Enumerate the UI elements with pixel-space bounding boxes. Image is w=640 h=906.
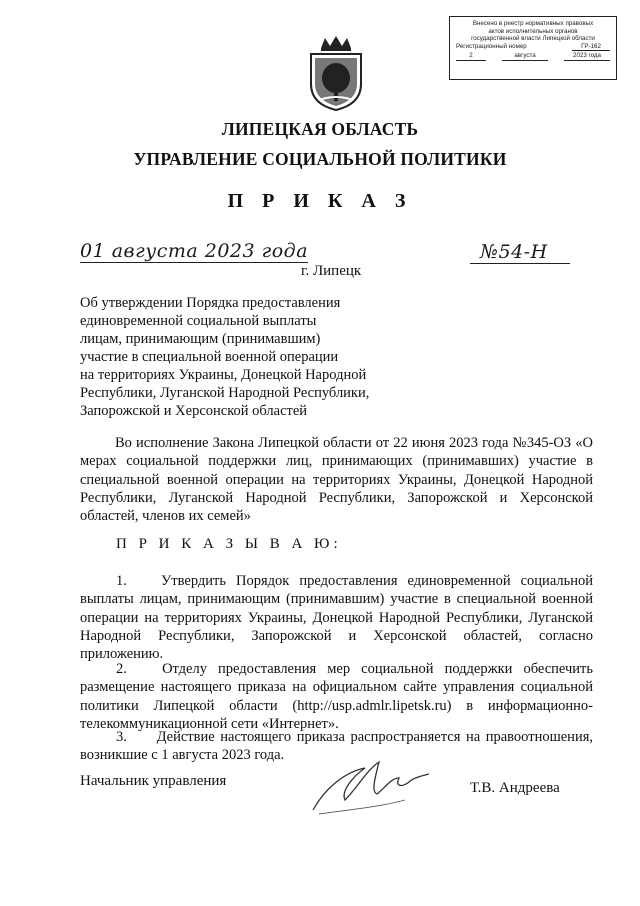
region-title: ЛИПЕЦКАЯ ОБЛАСТЬ — [221, 119, 419, 139]
city-name: г. Липецк — [301, 263, 362, 279]
registry-stamp — [449, 16, 617, 80]
item-number: 2. — [116, 661, 127, 677]
order-item-2 — [80, 660, 593, 733]
stamp-month: августа — [502, 52, 548, 61]
order-subject — [80, 294, 400, 420]
order-title: П Р И К А З — [227, 190, 413, 212]
preamble-text: Во исполнение Закона Липецкой области от 22 июня 2023 года №345-ОЗ «О мерах социальной поддержки лиц, принимающих (принимавших) участие в специальной военной операции на территориях Украины, Донецкой Народной Республики, Луганской Народной Республики, Запорожской и Херсонской областей, членов их семей» — [80, 435, 593, 525]
preamble-paragraph — [80, 434, 593, 525]
item-text: Отделу предоставления мер социальной поддержки обеспечить размещение настоящего приказа на официальном сайте управления социальной политики Липецкой области (http://usp.admlr.lipetsk.ru) в информационно-телекоммуникационной сети «Интернет». — [80, 661, 594, 732]
order-item-1 — [80, 572, 593, 663]
handwritten-order-number: №54-Н — [470, 241, 570, 264]
stamp-registration-row — [450, 43, 616, 52]
handwritten-date — [80, 240, 308, 262]
command-word: П Р И К А З Ы В А Ю: — [116, 536, 342, 552]
subject-line: Республики, Луганской Народной Республики, — [80, 385, 370, 401]
stamp-day: 2 — [456, 52, 486, 61]
item-number: 1. — [116, 573, 127, 589]
handwritten-date-text: 01 августа 2023 года — [80, 240, 309, 262]
stamp-date-row — [450, 52, 616, 61]
item-text: Действие настоящего приказа распространяется на правоотношения, возникшие с 1 августа 2023 года. — [80, 729, 593, 764]
subject-line: единовременной социальной выплаты — [80, 313, 317, 329]
item-number: 3. — [116, 729, 127, 745]
stamp-line-1: Внесено в реестр нормативных правовых — [472, 20, 594, 27]
stamp-reg-number: ГР-162 — [572, 43, 610, 52]
handwritten-signature-icon — [305, 748, 445, 818]
signatory-name: Т.В. Андреева — [470, 780, 560, 796]
stamp-year: 2023 года — [564, 52, 610, 61]
stamp-reg-label: Регистрационный номер — [456, 42, 527, 50]
stamp-line-2: актов исполнительных органов — [488, 27, 578, 35]
subject-line: Запорожской и Херсонской областей — [80, 403, 308, 419]
stamp-line-3: государственной власти Липецкой области — [471, 35, 595, 43]
subject-line: лицам, принимающим (принимавшим) — [80, 331, 321, 347]
subject-line: участие в специальной военной операции — [80, 349, 339, 365]
item-text: Утвердить Порядок предоставления единовременной социальной выплаты лицам, принимающим (принимавшим) участие в специальной военной операции на территориях Украины, Донецкой Народной Республики, Луганской Народной Республики, Запорожской и Херсонской областей, согласно приложению. — [80, 573, 593, 663]
signatory-title: Начальник управления — [80, 773, 227, 789]
subject-line: на территориях Украины, Донецкой Народной — [80, 367, 367, 383]
subject-line: Об утверждении Порядка предоставления — [80, 295, 341, 311]
department-title: УПРАВЛЕНИЕ СОЦИАЛЬНОЙ ПОЛИТИКИ — [133, 149, 507, 169]
coat-of-arms-icon — [305, 34, 367, 112]
